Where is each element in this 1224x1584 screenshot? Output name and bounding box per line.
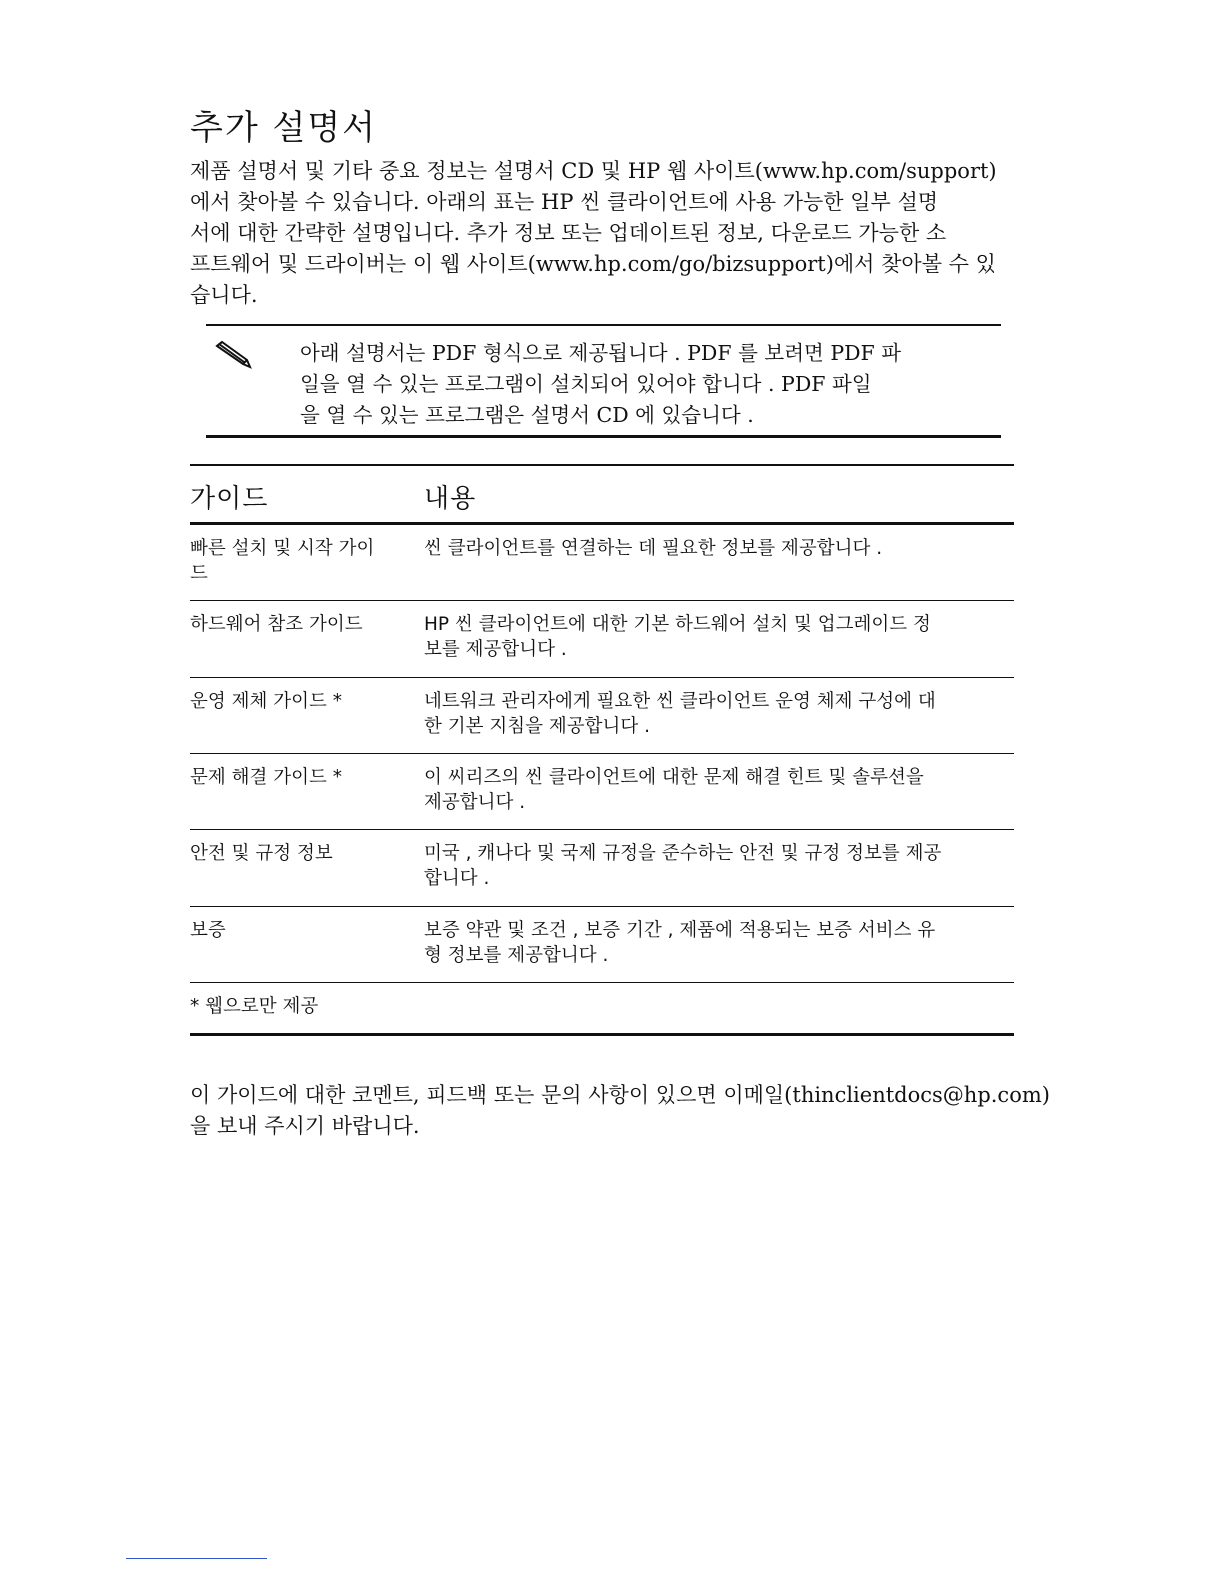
content-line: 네트워크 관리자에게 필요한 씬 클라이언트 운영 체제 구성에 대 [424, 691, 936, 712]
intro-line: 프트웨어 및 드라이버는 이 웹 사이트(www.hp.com/go/bizsupport)에서 찾아볼 수 있 [190, 252, 996, 276]
note-bottom-rule [206, 435, 1001, 438]
intro-line: 에서 찾아볼 수 있습니다. 아래의 표는 HP 씬 클라이언트에 사용 가능한 일부 설명 [190, 190, 939, 214]
table-row-guide [190, 536, 405, 586]
content-line: 보증 약관 및 조건 , 보증 기간 , 제품에 적용되는 보증 서비스 유 [424, 920, 936, 941]
content-line: 보를 제공합니다 . [424, 639, 567, 660]
content-line: 씬 클라이언트를 연결하는 데 필요한 정보를 제공합니다 . [424, 538, 883, 559]
table-row-divider [190, 829, 1014, 830]
guide-line: 운영 제체 가이드 * [190, 691, 342, 712]
note-line: 을 열 수 있는 프로그램은 설명서 CD 에 있습니다 . [300, 403, 754, 427]
footnote-text: * 웹으로만 제공 [190, 996, 319, 1017]
note-line: 일을 열 수 있는 프로그램이 설치되어 있어야 합니다 . PDF 파일 [300, 372, 872, 396]
intro-line: 습니다. [190, 283, 258, 307]
table-row-guide [190, 918, 405, 943]
table-header-content: 내용 [424, 484, 477, 514]
note-text [300, 338, 980, 431]
table-row-content [424, 689, 1014, 739]
content-line: 한 기본 지침을 제공합니다 . [424, 716, 650, 737]
table-row-content [424, 612, 1014, 662]
guide-line: 빠른 설치 및 시작 가이 [190, 538, 375, 559]
table-bottom-rule [190, 1033, 1014, 1036]
footer-line: 을 보내 주시기 바랍니다. [190, 1114, 420, 1138]
table-row-divider [190, 600, 1014, 601]
table-row-guide [190, 689, 405, 714]
table-row-content [424, 536, 1014, 561]
content-line: 형 정보를 제공합니다 . [424, 945, 609, 966]
intro-line: 제품 설명서 및 기타 중요 정보는 설명서 CD 및 HP 웹 사이트(www.hp.com/support) [190, 159, 997, 183]
guide-line: 문제 해결 가이드 * [190, 767, 342, 788]
intro-line: 서에 대한 간략한 설명입니다. 추가 정보 또는 업데이트된 정보, 다운로드 가능한 소 [190, 221, 947, 245]
table-header-rule [190, 522, 1014, 525]
table-row-content [424, 841, 1014, 891]
intro-paragraph [190, 156, 1020, 311]
content-line: HP 씬 클라이언트에 대한 기본 하드웨어 설치 및 업그레이드 정 [424, 614, 931, 635]
feedback-paragraph [190, 1080, 1050, 1142]
guide-line: 안전 및 규정 정보 [190, 843, 333, 864]
table-row-divider [190, 906, 1014, 907]
content-line: 미국 , 캐나다 및 국제 규정을 준수하는 안전 및 규정 정보를 제공 [424, 843, 942, 864]
table-row-divider [190, 753, 1014, 754]
table-row-divider [190, 982, 1014, 983]
table-top-rule [190, 464, 1014, 466]
guide-line: 보증 [190, 920, 226, 941]
table-row-divider [190, 677, 1014, 678]
table-header-guide: 가이드 [190, 484, 269, 514]
table-row-content [424, 918, 1014, 968]
table-row-guide [190, 612, 405, 637]
content-line: 합니다 . [424, 868, 490, 889]
table-row-guide [190, 841, 405, 866]
section-heading: 추가 설명서 [190, 108, 378, 148]
bottom-rule [126, 1558, 267, 1559]
note-top-rule [206, 324, 1001, 326]
table-row-content [424, 765, 1014, 815]
pencil-icon [213, 340, 257, 370]
table-footnote [190, 994, 590, 1019]
content-line: 제공합니다 . [424, 792, 526, 813]
footer-line: 이 가이드에 대한 코멘트, 피드백 또는 문의 사항이 있으면 이메일(thinclientdocs@hp.com) [190, 1083, 1050, 1107]
note-line: 아래 설명서는 PDF 형식으로 제공됩니다 . PDF 를 보려면 PDF 파 [300, 341, 902, 365]
content-line: 이 씨리즈의 씬 클라이언트에 대한 문제 해결 힌트 및 솔루션을 [424, 767, 924, 788]
table-row-guide [190, 765, 405, 790]
guide-line: 드 [190, 563, 208, 584]
guide-line: 하드웨어 참조 가이드 [190, 614, 363, 635]
